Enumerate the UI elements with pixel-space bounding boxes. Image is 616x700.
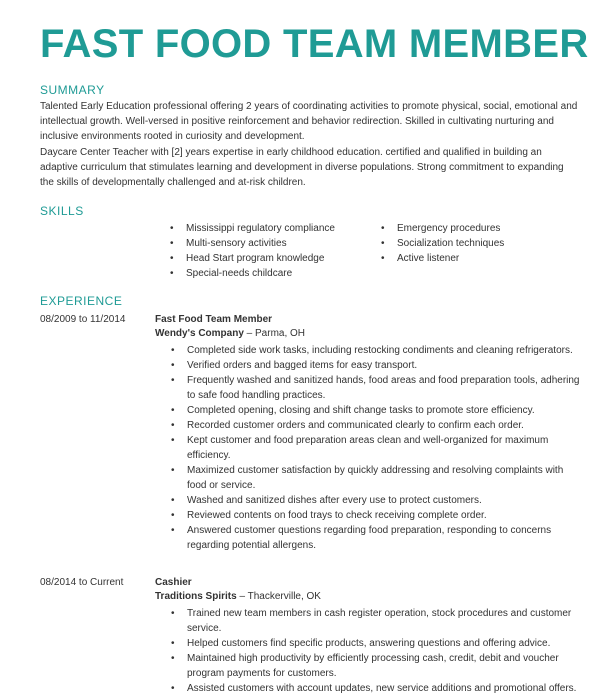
skill-item: • Mississippi regulatory compliance	[170, 221, 335, 236]
company-separator: –	[236, 591, 248, 602]
summary-heading: SUMMARY	[40, 83, 105, 97]
duty-item: • Maximized customer satisfaction by quickly addressing and resolving complaints with food or service.	[171, 463, 581, 493]
duty-item: • Reviewed contents on food trays to check receiving complete order.	[171, 508, 581, 523]
company-separator: –	[243, 328, 256, 339]
job-dates: 08/2014 to Current	[40, 577, 124, 588]
duty-item: • Recorded customer orders and communicated clearly to confirm each order.	[171, 418, 581, 433]
summary-paragraph: Talented Early Education professional offering 2 years of coordinating activities to promote physical, social, emotional and intellectual growth. Well-versed in positive reinforcement and behavior redirection. Skilled in cultivating nurturing and inclusive environments rooted in curiosity and development.	[40, 101, 578, 143]
summary-paragraph: Daycare Center Teacher with [2] years expertise in early childhood education. certified and qualified in building an adaptive curriculum that stimulates learning and development in diverse populations. Strong commitment to expanding the skills of developmentally challenged and at-risk children.	[40, 146, 564, 189]
duty-item: • Verified orders and bagged items for easy transport.	[171, 358, 581, 373]
duty-item: • Washed and sanitized dishes after every use to protect customers.	[171, 493, 581, 508]
job-dates: 08/2009 to 11/2014	[40, 314, 126, 325]
resume-name: FAST FOOD TEAM MEMBER	[40, 22, 589, 66]
skills-column-1	[170, 221, 335, 281]
skill-item: • Multi-sensory activities	[170, 236, 335, 251]
job-company-line	[155, 591, 321, 602]
skill-item: • Special-needs childcare	[170, 266, 335, 281]
duty-item: • Completed opening, closing and shift change tasks to promote store efficiency.	[171, 403, 581, 418]
duty-item: • Helped customers find specific products, answering questions and offering advice.	[171, 636, 581, 651]
job-duties	[171, 606, 581, 696]
duty-item: • Maintained high productivity by efficiently processing cash, credit, debit and voucher program payments for customers.	[171, 651, 581, 681]
summary-text	[40, 99, 580, 190]
experience-heading: EXPERIENCE	[40, 294, 123, 308]
company-name: Traditions Spirits	[155, 591, 237, 602]
skill-item: • Head Start program knowledge	[170, 251, 335, 266]
job-title: Fast Food Team Member	[155, 314, 273, 325]
job-title: Cashier	[155, 577, 192, 588]
duty-item: • Frequently washed and sanitized hands, food areas and food preparation tools, adhering to safe food handling practices.	[171, 373, 581, 403]
company-name: Wendy's Company	[155, 328, 244, 339]
duty-item: • Completed side work tasks, including restocking condiments and cleaning refrigerators.	[171, 343, 581, 358]
company-location: Thackerville, OK	[247, 591, 321, 602]
skill-item: • Socialization techniques	[381, 236, 504, 251]
job-company-line	[155, 328, 305, 339]
skill-item: • Emergency procedures	[381, 221, 504, 236]
duty-item: • Answered customer questions regarding food preparation, responding to concerns regarding potential allergens.	[171, 523, 581, 553]
company-location: Parma, OH	[255, 328, 306, 339]
duty-item: • Trained new team members in cash register operation, stock procedures and customer service.	[171, 606, 581, 636]
skill-item: • Active listener	[381, 251, 504, 266]
duty-item: • Assisted customers with account updates, new service additions and promotional offers.	[171, 681, 581, 696]
duty-item: • Kept customer and food preparation areas clean and well-organized for maximum efficiency.	[171, 433, 581, 463]
job-duties	[171, 343, 581, 553]
skills-heading: SKILLS	[40, 204, 84, 218]
skills-column-2	[381, 221, 504, 266]
